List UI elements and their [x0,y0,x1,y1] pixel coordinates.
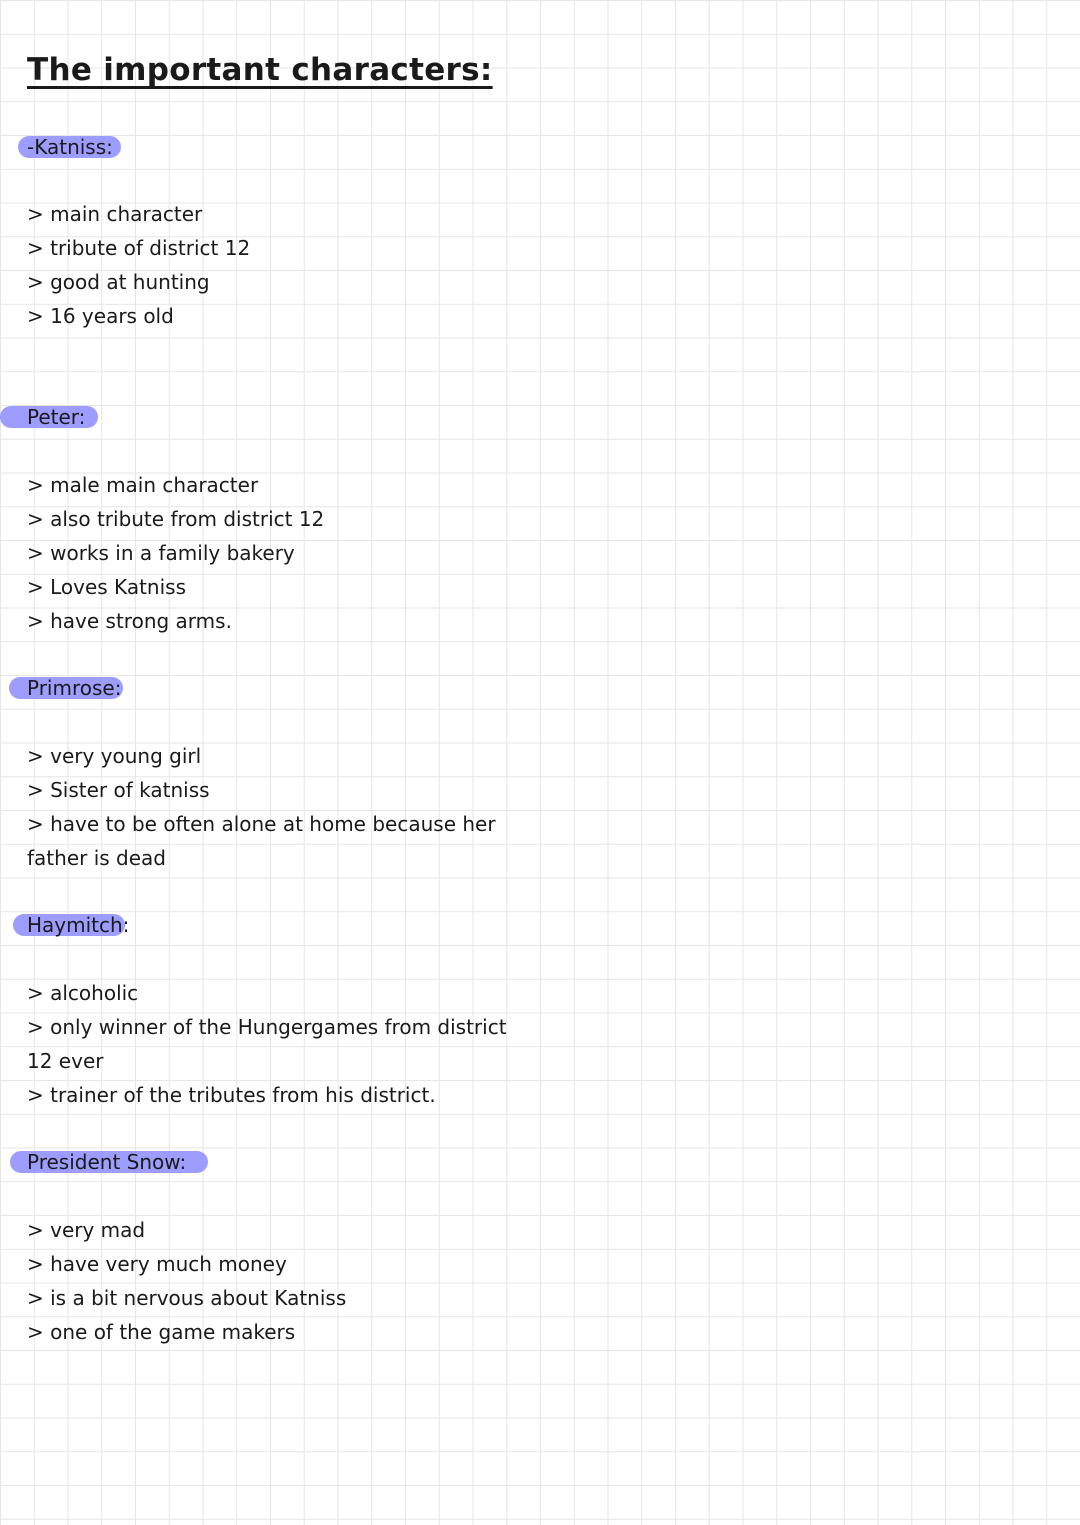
character-details-primrose [27,739,496,875]
detail-line: > Sister of katniss [27,778,210,802]
detail-line: > very mad [27,1218,146,1242]
character-details-peter [27,468,324,638]
detail-line: > one of the game makers [27,1320,296,1344]
character-details-katniss [27,197,250,333]
character-heading-katniss [27,134,113,160]
detail-line: > have very much money [27,1252,287,1276]
page-title: The important characters: [27,52,493,88]
character-name: -Katniss: [27,135,113,159]
detail-line: > main character [27,202,203,226]
detail-line: father is dead [27,846,166,870]
detail-line: > have to be often alone at home because her [27,812,496,836]
detail-line: > alcoholic [27,981,139,1005]
character-heading-president-snow [27,1149,186,1175]
detail-line: > is a bit nervous about Katniss [27,1286,347,1310]
character-heading-haymitch [27,912,129,938]
character-name: President Snow: [27,1150,187,1174]
detail-line: > trainer of the tributes from his district. [27,1083,436,1107]
detail-line: > only winner of the Hungergames from district [27,1015,507,1039]
detail-line: > good at hunting [27,270,210,294]
detail-line: > male main character [27,473,259,497]
character-details-haymitch [27,976,507,1112]
detail-line: > works in a family bakery [27,541,295,565]
detail-line: > Loves Katniss [27,575,186,599]
character-heading-primrose [27,675,121,701]
character-name: Primrose: [27,676,122,700]
detail-line: > 16 years old [27,304,174,328]
detail-line: 12 ever [27,1049,104,1073]
detail-line: > also tribute from district 12 [27,507,325,531]
character-name: Haymitch: [27,913,130,937]
detail-line: > very young girl [27,744,202,768]
character-details-president-snow [27,1213,346,1349]
detail-line: > have strong arms. [27,609,232,633]
character-heading-peter [27,404,85,430]
detail-line: > tribute of district 12 [27,236,251,260]
character-name: Peter: [27,405,86,429]
